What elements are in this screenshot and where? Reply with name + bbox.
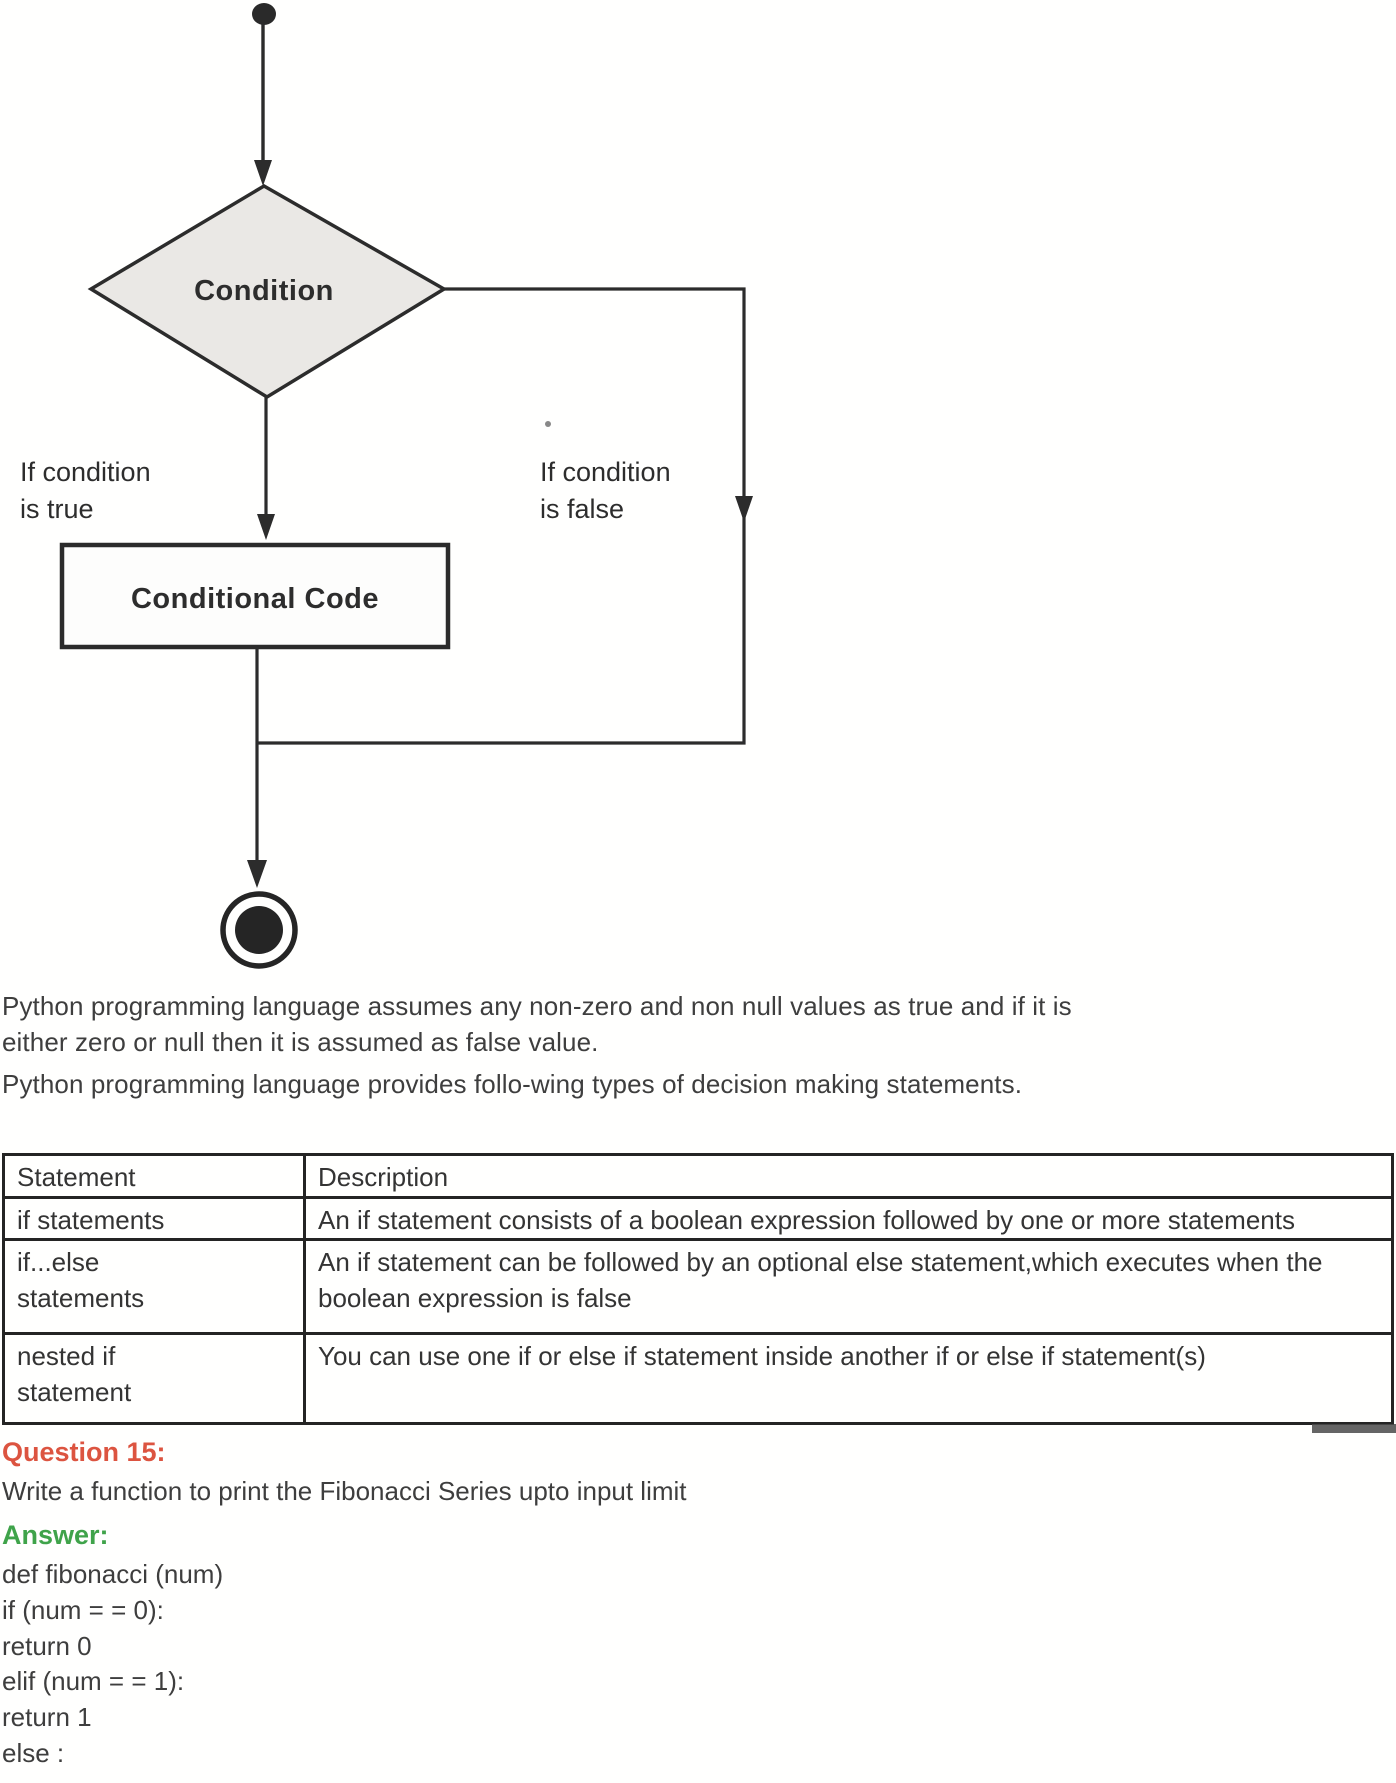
condition-label: Condition (194, 275, 334, 307)
true-branch-label-line2: is true (20, 494, 94, 524)
false-branch-arrowhead-icon (735, 496, 753, 522)
paragraph-truthiness-line2: either zero or null then it is assumed as false value. (2, 1027, 599, 1057)
conditional-code-label: Conditional Code (130, 583, 380, 615)
answer-label: Answer: (2, 1520, 109, 1550)
table-header-row (4, 1155, 1393, 1198)
cell-statement (4, 1198, 305, 1240)
code-line-return0: return 0 (2, 1631, 92, 1661)
header-cell-description: Description (305, 1155, 1393, 1198)
description-line: You can use one if or else if statement inside another if or else if statement(s) (318, 1341, 1206, 1371)
statement-line: if...else (17, 1247, 100, 1277)
start-node (252, 3, 276, 25)
scan-speck (545, 421, 551, 427)
question-label: Question 15: (2, 1437, 166, 1467)
statement-line: if statements (17, 1205, 165, 1235)
description-line: An if statement can be followed by an optional else statement,which executes when the (318, 1247, 1323, 1277)
cell-statement (4, 1334, 305, 1424)
table-row (4, 1240, 1393, 1334)
flowchart-diagram (0, 0, 800, 975)
cell-description (305, 1240, 1393, 1334)
cell-description (305, 1334, 1393, 1424)
description-line: boolean expression is false (318, 1283, 632, 1313)
false-branch-label-line1: If condition (540, 457, 671, 487)
cell-statement (4, 1240, 305, 1334)
code-line-if: if (num = = 0): (2, 1595, 164, 1625)
end-node-core (235, 906, 283, 954)
scan-artifact-bar (1312, 1424, 1396, 1433)
table-row (4, 1198, 1393, 1240)
question-text: Write a function to print the Fibonacci Series upto input limit (2, 1476, 687, 1506)
statements-table (2, 1153, 1394, 1425)
paragraph-decision-types: Python programming language provides follo-wing types of decision making statements. (2, 1069, 1023, 1099)
end-arrowhead-icon (247, 860, 267, 888)
code-line-elif: elif (num = = 1): (2, 1666, 185, 1696)
false-branch-label-line2: is false (540, 494, 625, 524)
statement-line: statement (17, 1377, 132, 1407)
code-line-return1: return 1 (2, 1702, 92, 1732)
header-cell-statement: Statement (4, 1155, 305, 1198)
cell-description (305, 1198, 1393, 1240)
paragraph-truthiness-line1: Python programming language assumes any non-zero and non null values as true and if it is (2, 991, 1072, 1021)
statement-line: statements (17, 1283, 145, 1313)
code-line-def: def fibonacci (num) (2, 1559, 224, 1589)
true-branch-label-line1: If condition (20, 457, 151, 487)
statement-line: nested if (17, 1341, 116, 1371)
description-line: An if statement consists of a boolean expression followed by one or more statements (318, 1205, 1295, 1235)
table-row (4, 1334, 1393, 1424)
true-branch-arrowhead-icon (257, 514, 275, 540)
code-line-else: else : (2, 1738, 65, 1768)
start-arrowhead-icon (254, 160, 272, 186)
